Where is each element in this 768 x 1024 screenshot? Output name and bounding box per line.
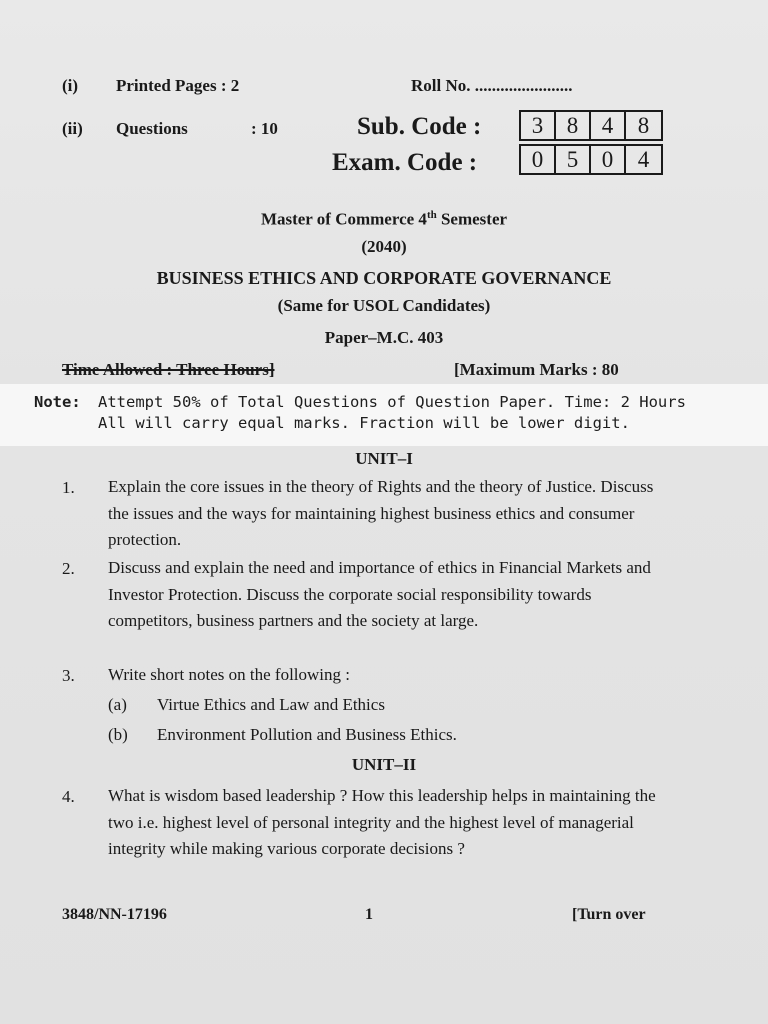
question-text: Explain the core issues in the theory of Rights and the theory of Justice. Discuss the issues and the ways for maintaining highest business ethics and consumer protection. [108,477,654,549]
exam-code-digit: 5 [556,146,591,173]
sub-code-digit: 3 [521,112,556,139]
exam-code-digit: 0 [591,146,626,173]
page-number: 1 [365,906,373,923]
time-allowed: Time Allowed : Three Hours] [62,360,275,379]
same-for-note: (Same for USOL Candidates) [277,296,491,315]
exam-code-label: Exam. Code : [332,149,478,176]
note-label: Note: [34,393,81,411]
question-text: What is wisdom based leadership ? How this leadership helps in maintaining the two i.e. highest level of personal integrity and the highest level of managerial integrity while making various corporate decisions ? [108,786,656,858]
sub-code-digit: 4 [591,112,626,139]
exam-code-digit: 0 [521,146,556,173]
printed-pages-marker: (i) [62,76,79,95]
sub-code-digit: 8 [556,112,591,139]
sub-code-digit: 8 [637,113,650,138]
unit-1-heading: UNIT–I [355,449,413,468]
turn-over: [Turn over [572,906,646,923]
part-label: (b) [108,725,128,744]
questions-marker: (ii) [62,119,83,138]
sub-code-label: Sub. Code : [357,113,482,140]
course-semester: Semester [436,209,508,229]
year: (2040) [361,237,407,256]
course-name: Master of Commerce 4 [260,209,427,229]
exam-code-digit: 4 [637,147,650,172]
note-line-2: All will carry equal marks. Fraction will be lower digit. [98,414,630,432]
questions-count: : 10 [251,119,278,138]
unit-2-heading: UNIT–II [351,755,417,774]
part-label: (a) [108,695,127,714]
course-title [0,209,768,230]
question-number: 1. [62,478,75,497]
maximum-marks: [Maximum Marks : 80 [454,360,619,379]
question-number: 3. [62,666,75,685]
exam-code-boxes [519,144,663,175]
paper-code: Paper–M.C. 403 [324,328,444,347]
roll-no: Roll No. ....................... [411,76,573,95]
part-text: Virtue Ethics and Law and Ethics [157,695,385,714]
question-number: 4. [62,787,75,806]
footer-code: 3848/NN-17196 [62,906,167,923]
question-number: 2. [62,559,75,578]
subject-title: BUSINESS ETHICS AND CORPORATE GOVERNANCE [156,268,612,288]
question-text: Write short notes on the following : [108,665,351,684]
course-sup: th [426,209,437,221]
sub-code-boxes [519,110,663,141]
question-text: Discuss and explain the need and importance of ethics in Financial Markets and Investor Protection. Discuss the corporate social responsibility towards competitors, business partners and the society at large. [108,558,651,630]
questions-label: Questions [116,119,188,138]
printed-pages: Printed Pages : 2 [116,76,240,95]
note-strip [0,384,768,446]
note-line-1: Attempt 50% of Total Questions of Question Paper. Time: 2 Hours [98,393,686,411]
part-text: Environment Pollution and Business Ethics. [157,725,457,744]
